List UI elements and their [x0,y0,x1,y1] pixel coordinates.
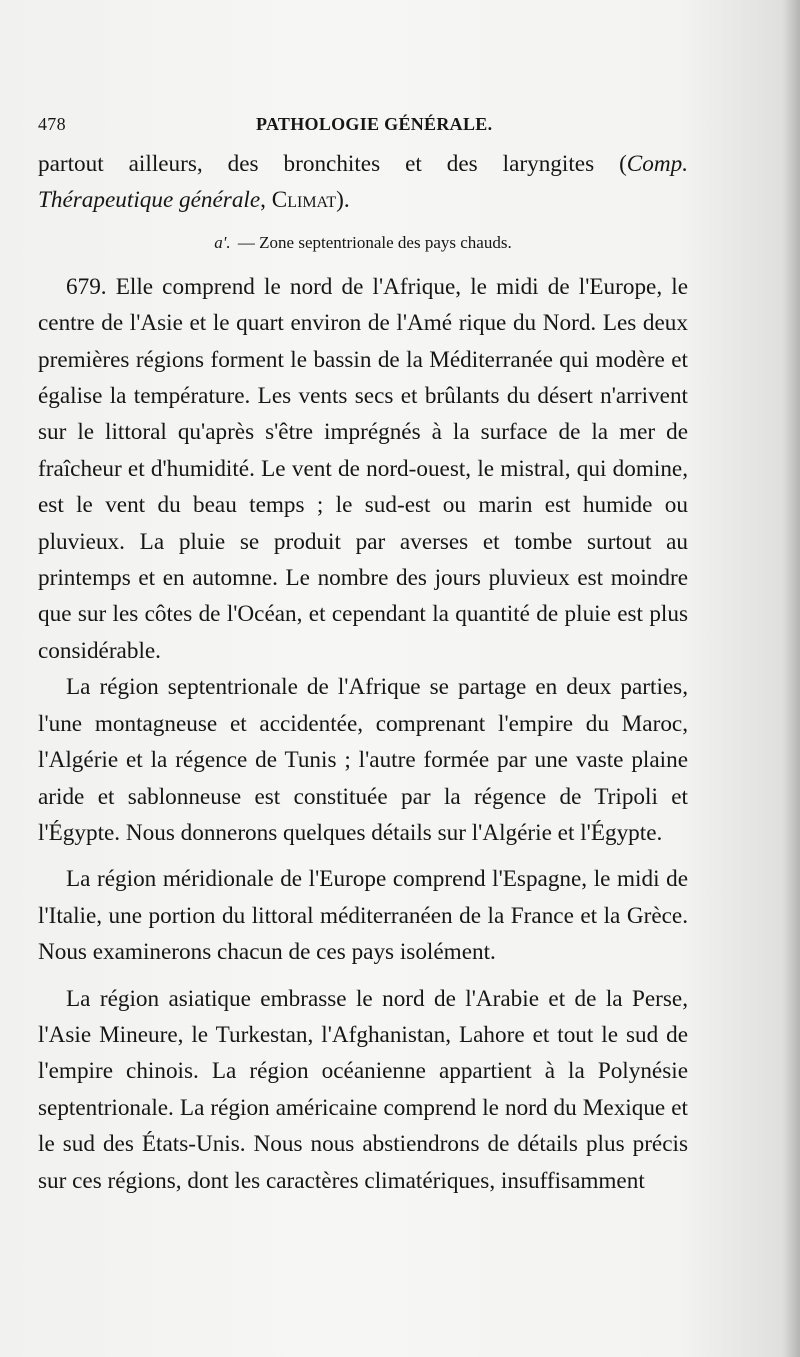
opening-text-b: , [260,187,272,214]
paragraph-south-europe: La région méridionale de l'Europe comprend l'Espagne, le midi de l'Italie, une portion du littoral méditerranéen de la France et la Grèce. Nous examinerons chacun de ces pays isolément. [38,866,688,966]
paragraph-gap [38,971,688,981]
opening-text-a: partout ailleurs, des bronchites et des laryngites ( [38,151,627,177]
subheading-text: — Zone septentrionale des pays chauds. [237,232,512,252]
page-number: 478 [38,114,66,134]
paragraph-north-africa: La région septentrionale de l'Afrique se partage en deux parties, l'une montagneuse et accidentée, comprenant l'empire du Maroc, l'Algérie et la régence de Tunis ; l'autre formée par une vaste plaine aride et sablonneuse est constituée par la régence de Tripoli et l'Égypte. Nous donnerons quelques détails sur l'Algérie et l'Égypte. [38,674,688,846]
running-header [38,114,688,142]
opening-line [38,146,688,219]
running-title: PATHOLOGIE GÉNÉRALE. [256,114,493,134]
paragraph-679: 679. Elle comprend le nord de l'Afrique, le midi de l'Europe, le centre de l'Asie et le quart environ de l'Amé rique du Nord. Les deux premières régions forment le bassin de la Méditerranée qui modère et égalise la température. Les vents secs et brûlants du désert n'arrivent sur le littoral qu'après s'être imprégnés à la surface de la mer de fraîcheur et d'humidité. Le vent de nord-ouest, le mistral, qui domine, est le vent du beau temps ; le sud-est ou marin est humide ou pluvieux. La pluie se produit par averses et tombe surtout au printemps et en automne. Le nombre des jours pluvieux est moindre que sur les côtes de l'Océan, et cependant la quantité de pluie est plus considérable. [38,273,688,664]
page-body [38,146,688,1199]
section-subheading [38,231,688,255]
opening-text-c: ). [336,187,350,214]
paragraph-asia-oceania-america: La région asiatique embrasse le nord de l'Arabie et de la Perse, l'Asie Mineure, le Turkestan, l'Afghanistan, Lahore et tout le sud de l'empire chinois. La région océanienne appartient à la Polynésie septentrionale. La région américaine comprend le nord du Mexique et le sud des États-Unis. Nous nous abstiendrons de détails plus précis sur ces régions, dont les caractères climatériques, insuffisamment [38,985,688,1194]
subheading-marker: a'. [214,232,231,252]
page-edge-shadow [782,0,800,1357]
opening-reference-smallcaps: Climat [271,187,337,214]
paragraph-gap [38,851,688,861]
opening-reference-italic: Comp. Thérapeutique générale [38,151,688,214]
